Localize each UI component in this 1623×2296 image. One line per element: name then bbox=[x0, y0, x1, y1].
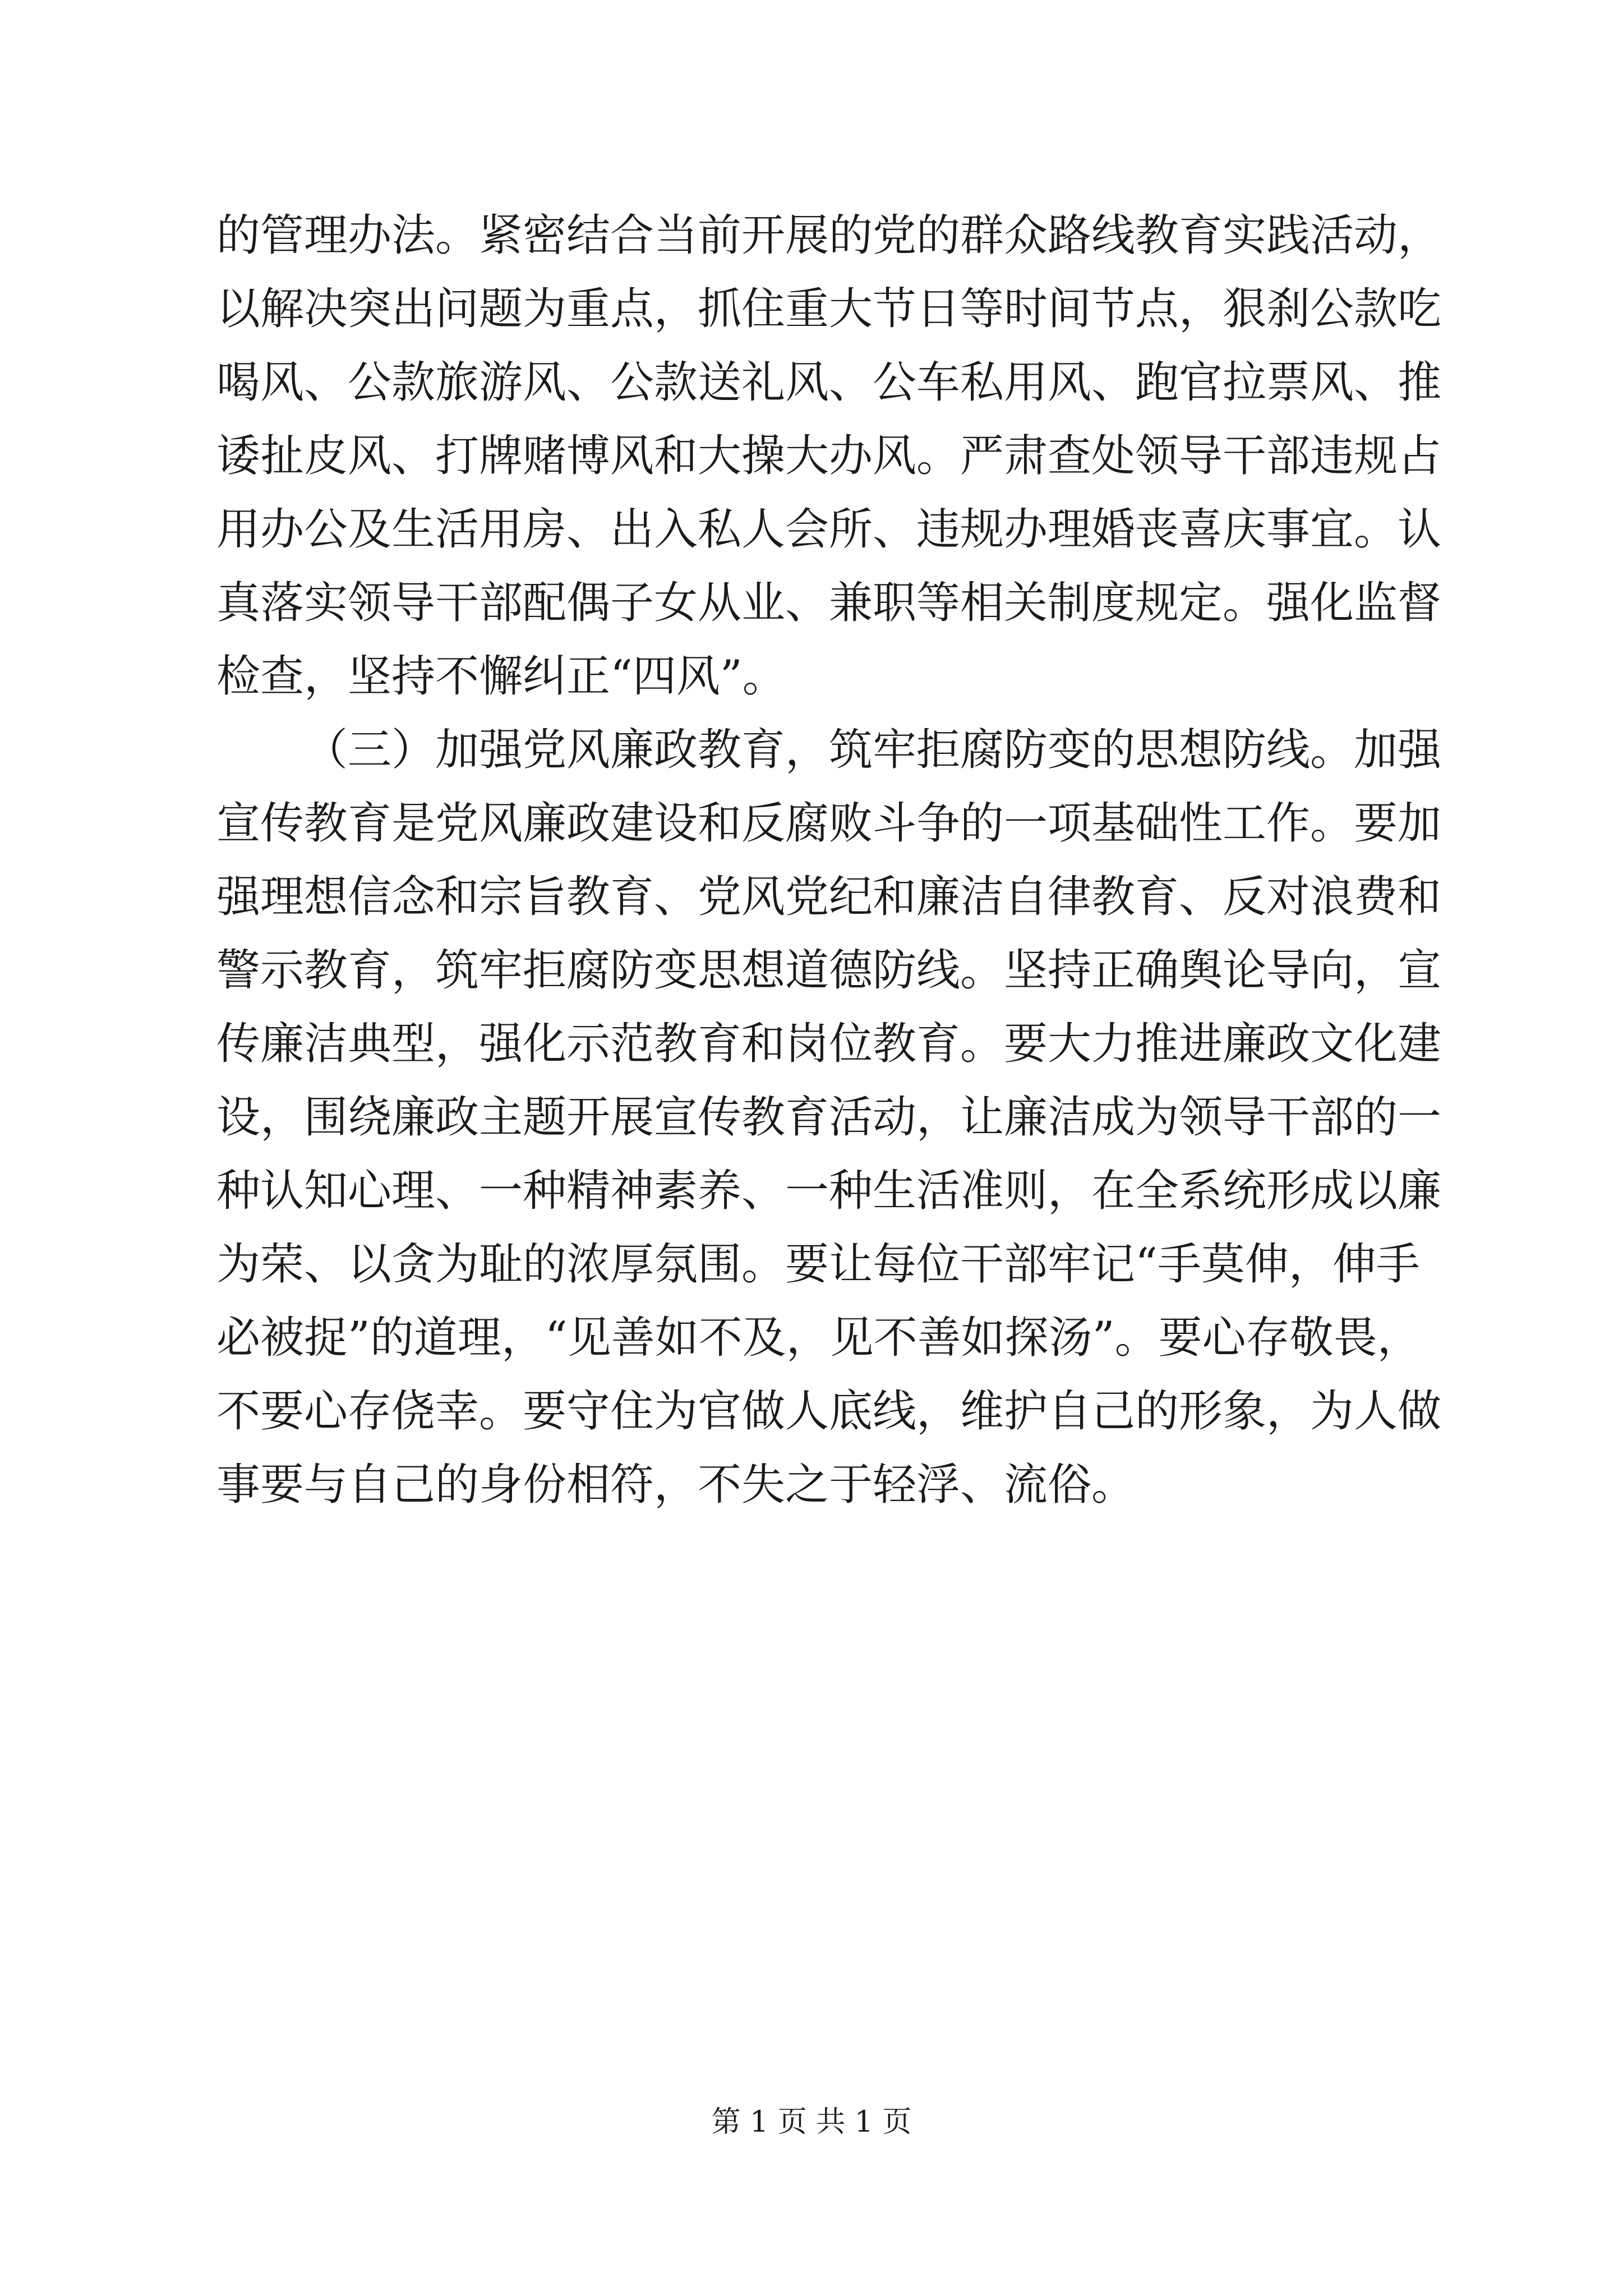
page-footer bbox=[0, 2102, 1623, 2142]
text-line: 为荣、以贪为耻的浓厚氛围。要让每位干部牢记“手莫伸，伸手 bbox=[216, 1239, 1420, 1290]
text-line: 用办公及生活用房、出入私人会所、违规办理婚丧喜庆事宜。认 bbox=[216, 504, 1442, 555]
text-line: 设，围绕廉政主题开展宣传教育活动，让廉洁成为领导干部的一 bbox=[216, 1092, 1442, 1143]
text-line: 警示教育，筑牢拒腐防变思想道德防线。坚持正确舆论导向，宣 bbox=[216, 945, 1442, 996]
text-line: 事要与自己的身份相符，不失之于轻浮、流俗。 bbox=[216, 1460, 1136, 1510]
text-line: 喝风、公款旅游风、公款送礼风、公车私用风、跑官拉票风、推 bbox=[216, 357, 1442, 408]
text-line: 必被捉”的道理，“见善如不及，见不善如探汤”。要心存敬畏， bbox=[216, 1313, 1421, 1363]
document-body bbox=[216, 199, 1442, 1522]
paragraph-integrity-education bbox=[216, 714, 1442, 1522]
page-number-label: 第 1 页 共 1 页 bbox=[711, 2105, 912, 2139]
text-line: 传廉洁典型，强化示范教育和岗位教育。要大力推进廉政文化建 bbox=[216, 1019, 1442, 1069]
text-line: 强理想信念和宗旨教育、党风党纪和廉洁自律教育、反对浪费和 bbox=[216, 872, 1442, 922]
text-line: 的管理办法。紧密结合当前开展的党的群众路线教育实践活动， bbox=[216, 210, 1442, 261]
text-line: 诿扯皮风、打牌赌博风和大操大办风。严肃查处领导干部违规占 bbox=[216, 431, 1442, 481]
section-heading-line: （三）加强党风廉政教育，筑牢拒腐防变的思想防线。加强 bbox=[304, 725, 1442, 775]
text-line: 不要心存侥幸。要守住为官做人底线，维护自己的形象，为人做 bbox=[216, 1386, 1442, 1437]
text-line: 以解决突出问题为重点，抓住重大节日等时间节点，狠刹公款吃 bbox=[216, 284, 1442, 334]
text-line: 检查，坚持不懈纠正“四风”。 bbox=[216, 651, 786, 702]
text-line: 宣传教育是党风廉政建设和反腐败斗争的一项基础性工作。要加 bbox=[216, 798, 1442, 849]
text-line: 种认知心理、一种精神素养、一种生活准则，在全系统形成以廉 bbox=[216, 1166, 1442, 1216]
paragraph-management-measures bbox=[216, 199, 1442, 714]
text-line: 真落实领导干部配偶子女从业、兼职等相关制度规定。强化监督 bbox=[216, 578, 1442, 628]
